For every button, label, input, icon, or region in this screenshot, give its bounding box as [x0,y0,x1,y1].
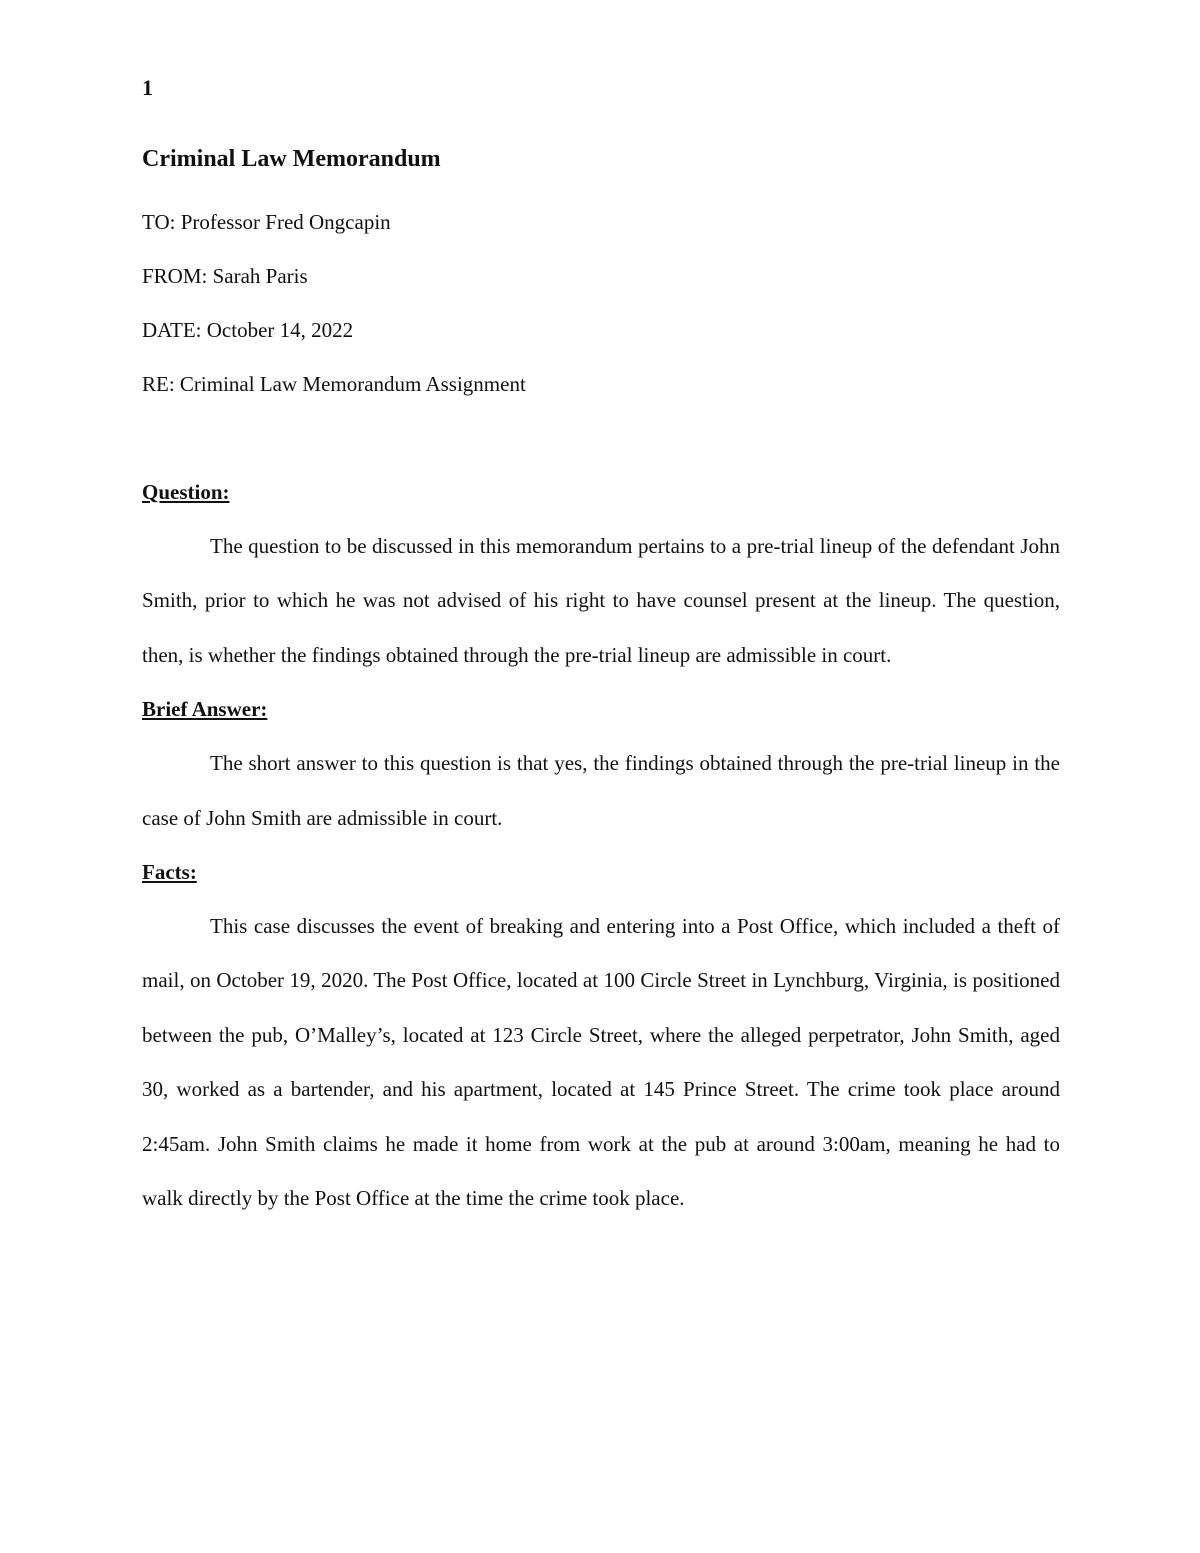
memo-header [142,195,1060,411]
memo-re: RE: Criminal Law Memorandum Assignment [142,372,526,396]
question-heading: Question: [142,480,230,504]
brief-answer-heading: Brief Answer: [142,697,268,722]
page-number: 1 [142,75,153,100]
facts-paragraph: This case discusses the event of breaking and entering into a Post Office, which included a theft of mail, on October 19, 2020. The Post Office, located at 100 Circle Street in Lynchburg, Virginia, is positioned between the pub, O’Malley’s, located at 123 Circle Street, where the alleged perpetrator, John Smith, aged 30, worked as a bartender, and his apartment, located at 145 Prince Street. The crime took place around 2:45am. John Smith claims he made it home from work at the pub at around 3:00am, meaning he had to walk directly by the Post Office at the time the crime took place. [142,914,1060,1211]
question-section [142,465,1060,682]
facts-heading: Facts: [142,860,197,885]
brief-answer-paragraph: The short answer to this question is that yes, the findings obtained through the pre-trial lineup in the case of John Smith are admissible in court. [142,751,1060,830]
brief-answer-section [142,682,1060,845]
blank-line [142,411,1060,465]
memo-from: FROM: Sarah Paris [142,264,308,288]
question-paragraph: The question to be discussed in this memorandum pertains to a pre-trial lineup of the defendant John Smith, prior to which he was not advised of his right to have counsel present at the lineup. The question, then, is whether the findings obtained through the pre-trial lineup are admissible in court. [142,534,1060,667]
document-title: Criminal Law Memorandum [142,146,441,172]
memo-content [142,141,1060,1225]
memo-date: DATE: October 14, 2022 [142,318,354,342]
memo-to: TO: Professor Fred Ongcapin [142,210,391,234]
facts-section [142,845,1060,1225]
